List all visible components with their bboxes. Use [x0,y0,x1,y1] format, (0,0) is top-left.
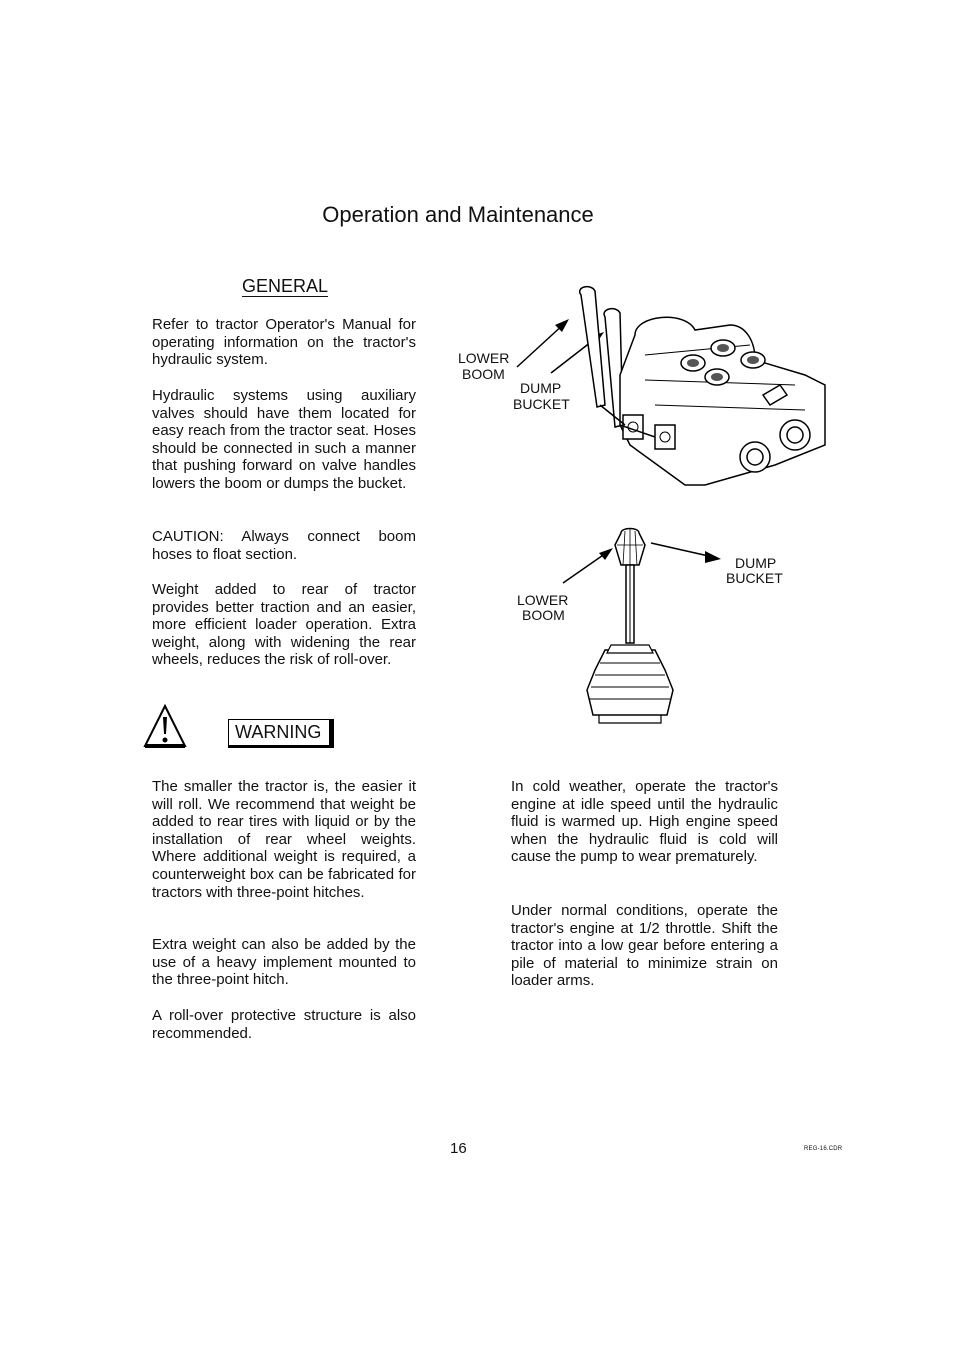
warning-triangle-icon [142,703,188,749]
left-paragraph-1: Refer to tractor Operator's Manual for operating information on the tractor's hydraulic system. [152,316,416,369]
joystick-label-lower-line1: LOWER [517,592,569,608]
left-paragraph-6: Extra weight can also be added by the use of a heavy implement mounted to the three-point hitch. [152,936,416,989]
file-code: REG-16.CDR [804,1146,843,1152]
joystick-label-lower-line2: BOOM [522,607,565,623]
right-paragraph-1: In cold weather, operate the tractor's engine at idle speed until the hydraulic fluid is warmed up. High engine speed when the hydraulic fluid is cold will cause the pump to wear prematurely. [511,778,778,866]
left-paragraph-5: The smaller the tractor is, the easier it will roll. We recommend that weight be added to rear tires with liquid or by the installation of rear wheel weights. Where additional weight is required, a counterweight box can be fabricated for tractors with three-point hitches. [152,778,416,901]
warning-label: WARNING [228,719,334,748]
valve-label-dump-line1: DUMP [520,380,562,396]
joystick-label-dump-line2: BUCKET [726,570,783,586]
right-paragraph-2: Under normal conditions, operate the tractor's engine at 1/2 throttle. Shift the tractor into a low gear before entering a pile of material to minimize strain on loader arms. [511,902,778,990]
section-heading: GENERAL [242,276,329,296]
valve-label-lower-line2: BOOM [462,366,505,382]
joystick-illustration [555,525,735,735]
left-paragraph-2: Hydraulic systems using auxiliary valves should have them located for easy reach from the tractor seat. Hoses should be connected in such a manner that pushing forward on valve handles lowers the boom or dumps the bucket. [152,387,416,492]
page-number: 16 [450,1140,467,1157]
valve-label-lower-line1: LOWER [458,350,510,366]
page-title: Operation and Maintenance [322,202,594,227]
caution-paragraph: CAUTION: Always connect boom hoses to float section. [152,528,416,563]
joystick-label-dump-line1: DUMP [735,555,777,571]
left-paragraph-4: Weight added to rear of tractor provides better traction and an easier, more efficient loader operation. Extra weight, along with widening the rear wheels, reduces the risk of roll-over. [152,581,416,669]
left-paragraph-7: A roll-over protective structure is also recommended. [152,1007,416,1042]
valve-label-dump-line2: BUCKET [513,396,570,412]
